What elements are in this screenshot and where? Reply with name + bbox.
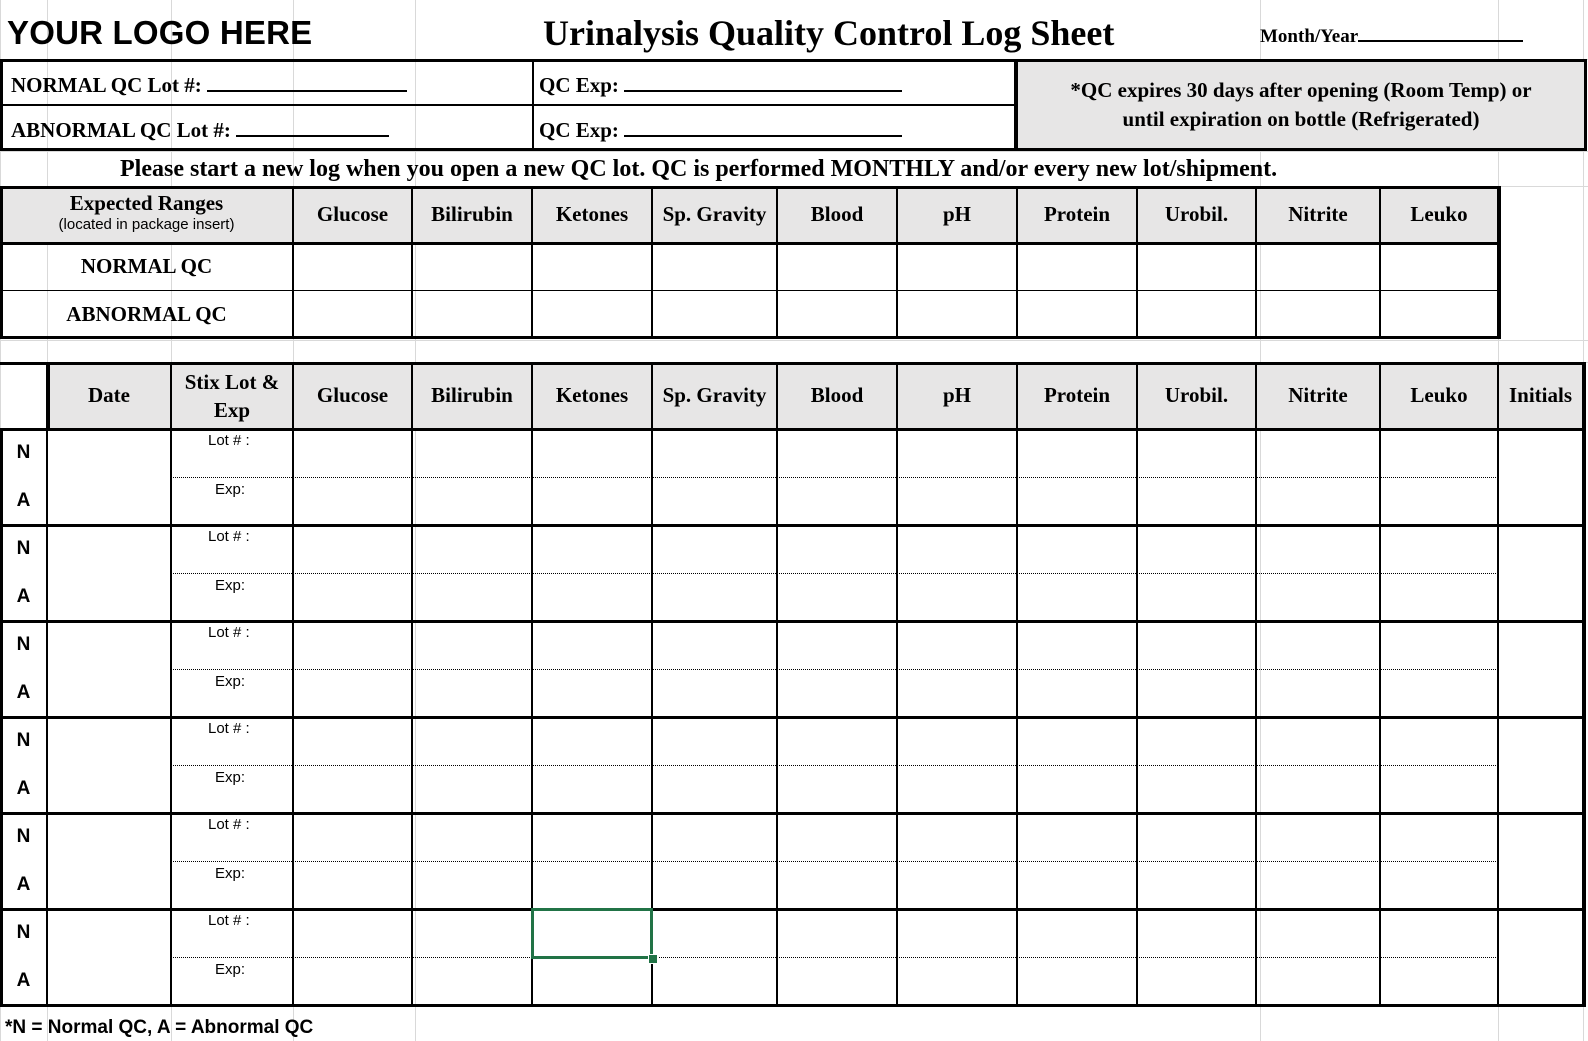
expected-range-cell[interactable] — [1018, 292, 1136, 337]
normal-result-cell[interactable] — [653, 623, 776, 668]
abnormal-result-cell[interactable] — [1018, 575, 1136, 620]
stix-exp-label: Exp: — [215, 577, 246, 594]
normal-result-cell[interactable] — [413, 623, 531, 668]
normal-row-marker: N — [16, 634, 31, 655]
expected-ranges-analyte-header: pH — [942, 201, 971, 226]
abnormal-result-cell[interactable] — [294, 767, 411, 812]
expected-range-cell[interactable] — [1018, 244, 1136, 289]
log-date-cell[interactable] — [48, 815, 170, 908]
expected-ranges-analyte-header: Ketones — [555, 201, 629, 226]
abnormal-result-cell[interactable] — [653, 575, 776, 620]
normal-result-cell[interactable] — [1138, 431, 1255, 476]
normal-result-cell[interactable] — [294, 431, 411, 476]
abnormal-row-marker: A — [16, 682, 31, 703]
month-year-field[interactable] — [1260, 22, 1523, 48]
footer-legend: *N = Normal QC, A = Abnormal QC — [5, 1017, 314, 1038]
normal-result-cell[interactable] — [533, 815, 651, 860]
normal-result-cell[interactable] — [294, 623, 411, 668]
abnormal-row-marker: A — [16, 970, 31, 991]
normal-result-cell[interactable] — [413, 815, 531, 860]
expected-ranges-analyte-header: Nitrite — [1288, 201, 1348, 226]
abnormal-result-cell[interactable] — [294, 959, 411, 1004]
abnormal-result-cell[interactable] — [413, 479, 531, 524]
abnormal-result-cell[interactable] — [898, 767, 1016, 812]
abnormal-result-cell[interactable] — [1018, 479, 1136, 524]
log-date-cell[interactable] — [48, 911, 170, 1004]
normal-result-cell[interactable] — [1018, 815, 1136, 860]
abnormal-qc-exp-label: QC Exp: — [539, 118, 619, 142]
qc-expiration-note-line1: *QC expires 30 days after opening (Room Temp) or — [1070, 78, 1532, 102]
normal-qc-lot-field[interactable] — [11, 72, 407, 98]
normal-result-cell[interactable] — [898, 911, 1016, 956]
stix-exp-label: Exp: — [215, 673, 246, 690]
abnormal-result-cell[interactable] — [1257, 575, 1379, 620]
normal-result-cell[interactable] — [1257, 431, 1379, 476]
abnormal-result-cell[interactable] — [653, 863, 776, 908]
normal-result-cell[interactable] — [1257, 623, 1379, 668]
abnormal-result-cell[interactable] — [533, 479, 651, 524]
expected-range-cell[interactable] — [294, 292, 411, 337]
normal-row-marker: N — [16, 730, 31, 751]
abnormal-result-cell[interactable] — [1138, 479, 1255, 524]
log-analyte-header: pH — [942, 383, 971, 407]
stix-header-line2: Exp — [213, 397, 251, 422]
initials-column-header: Initials — [1508, 383, 1573, 407]
normal-qc-range-label: NORMAL QC — [80, 253, 213, 278]
normal-qc-exp-blank[interactable] — [624, 72, 902, 92]
log-analyte-header: Protein — [1043, 383, 1111, 407]
qc-lot-info-vdivider — [532, 59, 534, 151]
qc-expiration-note — [1015, 59, 1587, 151]
stix-header-line1: Stix Lot & — [184, 369, 280, 394]
normal-qc-exp-label: QC Exp: — [539, 73, 619, 97]
normal-result-cell[interactable] — [533, 719, 651, 764]
normal-result-cell[interactable] — [778, 911, 896, 956]
normal-result-cell[interactable] — [413, 719, 531, 764]
stix-lot-label: Lot # : — [208, 816, 250, 833]
normal-result-cell[interactable] — [778, 623, 896, 668]
normal-result-cell[interactable] — [1257, 719, 1379, 764]
normal-result-cell[interactable] — [1381, 431, 1497, 476]
expected-range-cell[interactable] — [778, 244, 896, 289]
log-initials-cell[interactable] — [1499, 431, 1582, 524]
abnormal-result-cell[interactable] — [294, 863, 411, 908]
log-pair-midline — [171, 957, 1498, 958]
abnormal-result-cell[interactable] — [653, 767, 776, 812]
abnormal-result-cell[interactable] — [778, 479, 896, 524]
log-pair-midline — [171, 573, 1498, 574]
log-date-cell[interactable] — [48, 623, 170, 716]
normal-result-cell[interactable] — [898, 527, 1016, 572]
normal-result-cell[interactable] — [1018, 623, 1136, 668]
abnormal-row-marker: A — [16, 874, 31, 895]
expected-range-cell[interactable] — [898, 244, 1016, 289]
abnormal-result-cell[interactable] — [1138, 575, 1255, 620]
fill-handle[interactable] — [648, 954, 658, 964]
normal-result-cell[interactable] — [778, 431, 896, 476]
date-column-header: Date — [88, 383, 130, 407]
normal-qc-exp-field[interactable] — [539, 72, 902, 98]
abnormal-result-cell[interactable] — [1381, 959, 1497, 1004]
expected-range-cell[interactable] — [1257, 292, 1379, 337]
abnormal-qc-lot-blank[interactable] — [236, 117, 389, 137]
abnormal-result-cell[interactable] — [778, 575, 896, 620]
log-analyte-header: Bilirubin — [431, 383, 513, 407]
abnormal-result-cell[interactable] — [533, 959, 651, 1004]
qc-expiration-note-line2: until expiration on bottle (Refrigerated) — [1122, 107, 1480, 131]
abnormal-result-cell[interactable] — [294, 575, 411, 620]
abnormal-result-cell[interactable] — [778, 767, 896, 812]
log-initials-cell[interactable] — [1499, 911, 1582, 1004]
active-cell-selection[interactable] — [531, 908, 653, 959]
abnormal-result-cell[interactable] — [533, 767, 651, 812]
normal-result-cell[interactable] — [898, 623, 1016, 668]
abnormal-result-cell[interactable] — [778, 863, 896, 908]
normal-result-cell[interactable] — [1018, 719, 1136, 764]
abnormal-result-cell[interactable] — [1018, 863, 1136, 908]
normal-result-cell[interactable] — [898, 431, 1016, 476]
log-analyte-header: Glucose — [316, 383, 389, 407]
abnormal-row-marker: A — [16, 490, 31, 511]
abnormal-result-cell[interactable] — [294, 479, 411, 524]
log-date-cell[interactable] — [48, 719, 170, 812]
normal-result-cell[interactable] — [294, 719, 411, 764]
expected-range-cell[interactable] — [778, 292, 896, 337]
abnormal-result-cell[interactable] — [1381, 863, 1497, 908]
normal-result-cell[interactable] — [653, 527, 776, 572]
normal-result-cell[interactable] — [653, 815, 776, 860]
abnormal-qc-exp-blank[interactable] — [624, 117, 902, 137]
abnormal-row-marker: A — [16, 586, 31, 607]
normal-result-cell[interactable] — [653, 431, 776, 476]
abnormal-result-cell[interactable] — [533, 671, 651, 716]
normal-result-cell[interactable] — [1257, 911, 1379, 956]
abnormal-result-cell[interactable] — [1381, 671, 1497, 716]
abnormal-result-cell[interactable] — [1138, 863, 1255, 908]
normal-row-marker: N — [16, 826, 31, 847]
abnormal-result-cell[interactable] — [1018, 959, 1136, 1004]
abnormal-result-cell[interactable] — [898, 959, 1016, 1004]
stix-exp-label: Exp: — [215, 961, 246, 978]
stix-lot-label: Lot # : — [208, 624, 250, 641]
normal-result-cell[interactable] — [778, 527, 896, 572]
log-analyte-header: Leuko — [1410, 383, 1468, 407]
gridline-h — [0, 340, 1588, 341]
log-date-cell[interactable] — [48, 431, 170, 524]
abnormal-result-cell[interactable] — [1138, 767, 1255, 812]
normal-result-cell[interactable] — [1381, 815, 1497, 860]
expected-ranges-analyte-header: Sp. Gravity — [662, 201, 767, 226]
expected-range-cell[interactable] — [413, 244, 531, 289]
normal-result-cell[interactable] — [1381, 527, 1497, 572]
expected-range-cell[interactable] — [653, 244, 776, 289]
stix-lot-label: Lot # : — [208, 720, 250, 737]
log-pair-midline — [171, 669, 1498, 670]
normal-result-cell[interactable] — [1018, 431, 1136, 476]
stix-lot-exp-header — [171, 362, 293, 429]
normal-result-cell[interactable] — [1138, 911, 1255, 956]
expected-ranges-title: Expected Ranges — [69, 191, 224, 215]
normal-result-cell[interactable] — [653, 719, 776, 764]
expected-range-cell[interactable] — [1138, 244, 1255, 289]
log-pair-midline — [171, 861, 1498, 862]
expected-range-cell[interactable] — [294, 244, 411, 289]
normal-result-cell[interactable] — [778, 815, 896, 860]
normal-row-marker: N — [16, 538, 31, 559]
normal-result-cell[interactable] — [1018, 527, 1136, 572]
normal-result-cell[interactable] — [294, 911, 411, 956]
normal-result-cell[interactable] — [1257, 527, 1379, 572]
log-pair-midline — [171, 477, 1498, 478]
abnormal-result-cell[interactable] — [533, 575, 651, 620]
normal-row-marker: N — [16, 922, 31, 943]
expected-ranges-analyte-header: Leuko — [1410, 201, 1468, 226]
abnormal-result-cell[interactable] — [1381, 575, 1497, 620]
abnormal-result-cell[interactable] — [653, 479, 776, 524]
abnormal-qc-range-label: ABNORMAL QC — [66, 301, 227, 326]
stix-exp-label: Exp: — [215, 769, 246, 786]
expected-ranges-subtitle: (located in package insert) — [58, 216, 235, 233]
abnormal-qc-lot-field[interactable] — [11, 117, 389, 143]
log-pair-midline — [171, 765, 1498, 766]
abnormal-result-cell[interactable] — [898, 863, 1016, 908]
stix-lot-label: Lot # : — [208, 432, 250, 449]
abnormal-result-cell[interactable] — [413, 767, 531, 812]
logo-placeholder: YOUR LOGO HERE — [7, 14, 313, 51]
abnormal-result-cell[interactable] — [778, 671, 896, 716]
abnormal-result-cell[interactable] — [1257, 863, 1379, 908]
normal-result-cell[interactable] — [778, 719, 896, 764]
expected-ranges-analyte-header: Bilirubin — [431, 201, 513, 226]
abnormal-result-cell[interactable] — [413, 575, 531, 620]
expected-range-cell[interactable] — [1381, 292, 1497, 337]
normal-result-cell[interactable] — [898, 719, 1016, 764]
expected-range-cell[interactable] — [653, 292, 776, 337]
normal-result-cell[interactable] — [413, 431, 531, 476]
expected-range-cell[interactable] — [413, 292, 531, 337]
abnormal-result-cell[interactable] — [1257, 671, 1379, 716]
log-analyte-header: Blood — [810, 383, 864, 407]
expected-range-cell[interactable] — [1381, 244, 1497, 289]
abnormal-result-cell[interactable] — [1018, 767, 1136, 812]
abnormal-result-cell[interactable] — [413, 863, 531, 908]
abnormal-result-cell[interactable] — [1138, 959, 1255, 1004]
expected-ranges-analyte-header: Glucose — [316, 201, 389, 226]
expected-range-cell[interactable] — [1257, 244, 1379, 289]
normal-result-cell[interactable] — [1138, 719, 1255, 764]
normal-qc-lot-blank[interactable] — [207, 72, 407, 92]
abnormal-result-cell[interactable] — [294, 671, 411, 716]
normal-result-cell[interactable] — [413, 527, 531, 572]
log-date-cell[interactable] — [48, 527, 170, 620]
abnormal-result-cell[interactable] — [778, 959, 896, 1004]
expected-range-cell[interactable] — [1138, 292, 1255, 337]
normal-qc-lot-label: NORMAL QC Lot #: — [11, 73, 202, 97]
abnormal-result-cell[interactable] — [653, 671, 776, 716]
log-analyte-header: Urobil. — [1164, 383, 1229, 407]
log-initials-cell[interactable] — [1499, 527, 1582, 620]
normal-result-cell[interactable] — [533, 527, 651, 572]
expected-range-cell[interactable] — [533, 292, 651, 337]
normal-result-cell[interactable] — [1381, 911, 1497, 956]
stix-exp-label: Exp: — [215, 481, 246, 498]
stix-lot-label: Lot # : — [208, 528, 250, 545]
instruction-text: Please start a new log when you open a new QC lot. QC is performed MONTHLY and/or every new lot/shipment. — [120, 156, 1278, 182]
normal-result-cell[interactable] — [653, 911, 776, 956]
abnormal-result-cell[interactable] — [1018, 671, 1136, 716]
normal-result-cell[interactable] — [294, 527, 411, 572]
abnormal-result-cell[interactable] — [898, 479, 1016, 524]
abnormal-result-cell[interactable] — [898, 671, 1016, 716]
page-title: Urinalysis Quality Control Log Sheet — [543, 13, 1115, 53]
log-initials-cell[interactable] — [1499, 719, 1582, 812]
normal-result-cell[interactable] — [413, 911, 531, 956]
normal-result-cell[interactable] — [898, 815, 1016, 860]
normal-result-cell[interactable] — [1138, 815, 1255, 860]
log-analyte-header: Sp. Gravity — [662, 383, 767, 407]
normal-result-cell[interactable] — [1381, 719, 1497, 764]
normal-result-cell[interactable] — [1381, 623, 1497, 668]
abnormal-result-cell[interactable] — [653, 959, 776, 1004]
abnormal-result-cell[interactable] — [1257, 959, 1379, 1004]
abnormal-result-cell[interactable] — [1381, 767, 1497, 812]
expected-range-cell[interactable] — [533, 244, 651, 289]
stix-exp-label: Exp: — [215, 865, 246, 882]
expected-ranges-header — [0, 186, 293, 242]
expected-ranges-analyte-header: Protein — [1043, 201, 1111, 226]
expected-range-cell[interactable] — [898, 292, 1016, 337]
abnormal-result-cell[interactable] — [1257, 479, 1379, 524]
normal-result-cell[interactable] — [1257, 815, 1379, 860]
abnormal-qc-lot-label: ABNORMAL QC Lot #: — [11, 118, 231, 142]
log-analyte-header: Nitrite — [1288, 383, 1348, 407]
expected-ranges-analyte-header: Blood — [810, 201, 864, 226]
month-year-label: Month/Year — [1260, 26, 1359, 47]
abnormal-qc-exp-field[interactable] — [539, 117, 902, 143]
gridline-h — [0, 151, 1588, 152]
expected-ranges-col-line — [1497, 186, 1499, 338]
normal-result-cell[interactable] — [1018, 911, 1136, 956]
normal-result-cell[interactable] — [294, 815, 411, 860]
normal-result-cell[interactable] — [533, 623, 651, 668]
log-analyte-header: Ketones — [555, 383, 629, 407]
abnormal-result-cell[interactable] — [1257, 767, 1379, 812]
log-initials-cell[interactable] — [1499, 815, 1582, 908]
log-initials-cell[interactable] — [1499, 623, 1582, 716]
abnormal-result-cell[interactable] — [1381, 479, 1497, 524]
qc-lot-info-divider — [0, 104, 1017, 106]
abnormal-result-cell[interactable] — [413, 959, 531, 1004]
normal-result-cell[interactable] — [1138, 623, 1255, 668]
month-year-blank[interactable] — [1358, 22, 1523, 42]
abnormal-result-cell[interactable] — [533, 863, 651, 908]
normal-row-marker: N — [16, 442, 31, 463]
abnormal-result-cell[interactable] — [1138, 671, 1255, 716]
normal-result-cell[interactable] — [533, 431, 651, 476]
abnormal-result-cell[interactable] — [898, 575, 1016, 620]
abnormal-result-cell[interactable] — [413, 671, 531, 716]
stix-lot-label: Lot # : — [208, 912, 250, 929]
normal-result-cell[interactable] — [1138, 527, 1255, 572]
abnormal-row-marker: A — [16, 778, 31, 799]
expected-ranges-analyte-header: Urobil. — [1164, 201, 1229, 226]
